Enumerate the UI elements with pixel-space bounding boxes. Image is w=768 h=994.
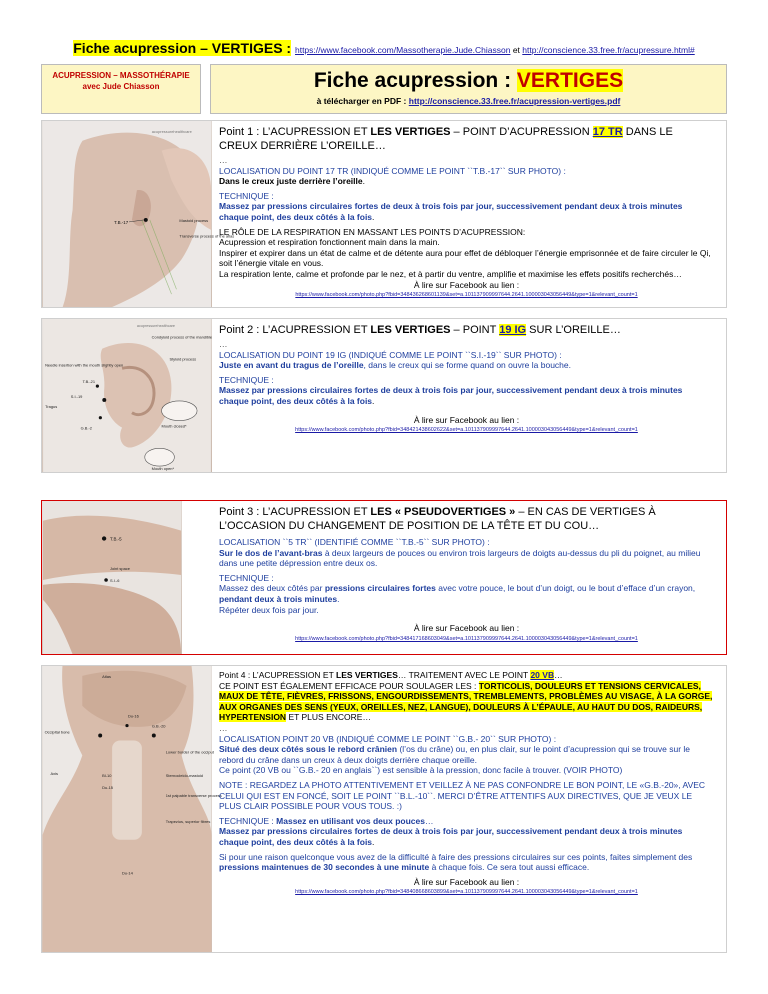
point-1-location-label: LOCALISATION DU POINT 17 TR (INDIQUÉ COMME LE POINT ``T.B.-17`` SUR PHOTO) :: [219, 165, 566, 176]
point-3-technique-label: TECHNIQUE :: [219, 572, 274, 583]
forearm-illustration: [42, 501, 182, 654]
facebook-label: À lire sur Facebook au lien :: [413, 414, 520, 425]
author-line1: ACUPRESSION – MASSOTHÉRAPIE: [52, 71, 190, 80]
top-et: et: [512, 45, 520, 55]
author-box: [41, 64, 201, 114]
point-1-image: [42, 121, 235, 307]
point-1-facebook-link[interactable]: https://www.facebook.com/photo.php?fbid=348436268601139&set=a.101137909997644.2641.100003043056449&type=1&relevant_count=1: [295, 292, 638, 299]
point-2-location: Juste en avant du tragus de l’oreille, dans le creux qui se forme quand on ouvre la bouche.: [219, 360, 571, 371]
facebook-label: À lire sur Facebook au lien :: [413, 623, 520, 634]
svg-text:Occipital bone: Occipital bone: [44, 729, 70, 735]
point-1-technique-label: TECHNIQUE :: [219, 190, 274, 201]
author-line2: avec Jude Chiasson: [82, 82, 160, 91]
page-title: Fiche acupression : VERTIGES: [313, 69, 624, 92]
svg-text:Du-14: Du-14: [122, 870, 133, 876]
svg-text:S.I.-19: S.I.-19: [70, 393, 83, 399]
point-1-text: [219, 125, 714, 301]
ellipsis: …: [219, 155, 228, 165]
point-3-location: Sur le dos de l’avant-bras à deux largeurs de pouces ou environ trois largeurs de doigts au-dessus du pli du poignet, au milieu dans une petite dépression entre deux os.: [219, 547, 701, 569]
facebook-label: À lire sur Facebook au lien :: [413, 876, 520, 887]
pdf-line: à télécharger en PDF : http://conscience.33.free.fr/acupression-vertiges.pdf: [316, 96, 621, 106]
svg-text:Styloid process: Styloid process: [169, 356, 197, 362]
point-3-image: [42, 501, 182, 654]
svg-text:S.I.-6: S.I.-6: [110, 577, 120, 583]
point-1-extra-2: Acupression et respiration fonctionnent main dans la main.: [219, 237, 440, 248]
svg-text:acupressurehealthcare: acupressurehealthcare: [151, 128, 192, 134]
svg-text:T.B.-17: T.B.-17: [114, 219, 129, 225]
point-1-extra-4: La respiration lente, calme et profonde par le nez, et à partir du ventre, amplifie et maximise les effets positifs recherchés…: [219, 268, 682, 279]
svg-text:Lower border of the occiput: Lower border of the occiput: [165, 749, 214, 755]
point-4-location-extra: Ce point (20 VB ou ``G.B.- 20 en anglais``) est sensible à la pression, donc facile à trouver. (VOIR PHOTO): [219, 765, 623, 776]
point-4-technique-label: TECHNIQUE : Massez en utilisant vos deux pouces…: [219, 815, 434, 826]
point-3-technique: Massez des deux côtés par pressions circulaires fortes avec votre pouce, le bout d’un doigt, ou le bout d’efface d’un crayon, pendant deux à trois minutes.: [219, 583, 696, 604]
point-4-facebook-link[interactable]: https://www.facebook.com/photo.php?fbid=348408668603899&set=a.101137909997644.2641.100003043056449&type=1&relevant_count=1: [295, 889, 638, 896]
ellipsis: …: [219, 722, 228, 733]
top-link-site[interactable]: http://conscience.33.free.fr/acupressure.html#: [522, 45, 695, 55]
point-2-image: [42, 319, 212, 472]
point-3-title: Point 3 : L’ACUPRESSION ET LES « PSEUDOVERTIGES » – EN CAS DE VERTIGES À L’OCCASION DU CHANGEMENT DE POSITION DE LA TÊTE ET DU COU…: [219, 506, 656, 532]
svg-text:Axis: Axis: [50, 771, 59, 777]
top-title: Fiche acupression – VERTIGES :: [73, 40, 292, 56]
svg-text:Transverse process of the atla: Transverse process of the atlas: [179, 233, 235, 239]
point-2-code[interactable]: 19 IG: [499, 324, 527, 336]
head-side-illustration: [42, 121, 235, 307]
ear-illustration: [42, 319, 212, 472]
svg-text:T.B.-5: T.B.-5: [110, 536, 122, 542]
point-3-card: [41, 500, 727, 655]
svg-text:Mouth open*: Mouth open*: [151, 466, 175, 472]
svg-text:Condyloid process of the mandi: Condyloid process of the mandible: [151, 334, 213, 340]
point-4-location: Situé des deux côtés sous le rebord crânien (l’os du crâne) ou, en plus clair, sur le point d’acupression qui se trouve sur le rebord du crâne dans un creux à deux doigts derrière chaque oreille.: [219, 744, 691, 765]
svg-text:Joint space: Joint space: [110, 566, 130, 572]
point-4-note: NOTE : REGARDEZ LA PHOTO ATTENTIVEMENT ET VEILLEZ À NE PAS CONFONDRE LE BON POINT, LE «G.B.-20», AVEC CELUI QUI EST EN FONCÉ, SOIT LE POINT ``B.L.-10``. MERCI D’ÊTRE ATTENTIFS AUX DIRECTIVES, QUE JE VEUX LE PLUS CLAIR POSSIBLE POUR VOUS TOUS. :): [219, 779, 706, 812]
document-top-header: [0, 40, 768, 56]
svg-text:G.B.-2: G.B.-2: [80, 425, 92, 431]
point-2-location-label: LOCALISATION DU POINT 19 IG (INDIQUÉ COMME LE POINT ``S.I.-19`` SUR PHOTO) :: [219, 349, 562, 360]
point-4-effects: CE POINT EST ÉGALEMENT EFFICACE POUR SOULAGER LES : TORTICOLIS, DOULEURS ET TENSIONS CERVICALES, MAUX DE TÊTE, FIÈVRES, FRISSONS, ENGOURDISSEMENTS, TREMBLEMENTS, PROBLÈMES AU VISAGE, À LA GORGE, AUX ORGANES DES SENS (YEUX, OREILLES, NEZ, LANGUE), DOULEURS À L’ÉPAULE, AU HAUT DU DOS, RAIDEURS, HYPERTENSION ET PLUS ENCORE…: [219, 680, 713, 723]
point-4-technique: Massez par pressions circulaires fortes de deux à trois fois par jour, successivement pendant deux à trois minutes chaque point, des deux côtés à la fois.: [219, 826, 683, 847]
point-4-code[interactable]: 20 VB: [530, 670, 555, 680]
point-1-technique: Massez par pressions circulaires fortes de deux à trois fois par jour, successivement pendant deux à trois minutes chaque point, des deux côtés à la fois.: [219, 201, 683, 222]
point-1-location: Dans le creux juste derrière l’oreille.: [219, 176, 365, 187]
point-3-facebook-link[interactable]: https://www.facebook.com/photo.php?fbid=348417168603049&set=a.101137909997644.2641.100003043056449&type=1&relevant_count=1: [295, 635, 638, 642]
point-2-technique-label: TECHNIQUE :: [219, 374, 274, 385]
point-2-facebook-link[interactable]: https://www.facebook.com/photo.php?fbid=348421438602622&set=a.101137909997644.2641.100003043056449&type=1&relevant_count=1: [295, 427, 638, 434]
pdf-link[interactable]: http://conscience.33.free.fr/acupression-vertiges.pdf: [408, 96, 621, 106]
title-box: [210, 64, 727, 114]
point-2-technique: Massez par pressions circulaires fortes de deux à trois fois par jour, successivement pendant deux à trois minutes chaque point, des deux côtés à la fois.: [219, 385, 683, 406]
svg-text:Atlas: Atlas: [102, 673, 112, 679]
point-4-card: [41, 665, 727, 953]
svg-text:Bl-10: Bl-10: [102, 773, 112, 779]
point-4-title: Point 4 : L’ACUPRESSION ET LES VERTIGES… TRAITEMENT AVEC LE POINT 20 VB…: [219, 670, 563, 680]
neck-spine-illustration: [42, 666, 222, 952]
point-4-text: [219, 670, 714, 898]
point-4-alternative: Si pour une raison quelconque vous avez de la difficulté à faire des pressions circulaires sur ces points, faites simplement des pressions maintenues de 30 secondes à une minute à chaque fois. Ce sera tout aussi efficace.: [219, 851, 693, 873]
svg-text:Du-15: Du-15: [102, 785, 113, 791]
facebook-label: À lire sur Facebook au lien :: [413, 279, 520, 290]
top-link-facebook[interactable]: https://www.facebook.com/Massotherapie.Jude.Chiasson: [294, 45, 511, 55]
svg-text:Tragus: Tragus: [45, 403, 58, 409]
svg-text:Mastoid process: Mastoid process: [179, 217, 209, 223]
svg-text:1st palpable transverse proces: 1st palpable transverse process: [165, 793, 222, 799]
svg-text:Sternocleido-mastoid: Sternocleido-mastoid: [165, 773, 204, 779]
svg-text:Trapezius, superior fibres: Trapezius, superior fibres: [165, 818, 211, 824]
point-3-text: [219, 505, 714, 644]
point-4-image: [42, 666, 222, 952]
svg-text:Mouth closed*: Mouth closed*: [161, 423, 187, 429]
point-4-location-label: LOCALISATION POINT 20 VB (INDIQUÉ COMME LE POINT ``G.B.- 20`` SUR PHOTO) :: [219, 733, 557, 744]
svg-text:Du-16: Du-16: [127, 713, 139, 719]
svg-text:Needle insertion with the mout: Needle insertion with the mouth slightly open: [45, 362, 124, 368]
svg-text:G.B.-20: G.B.-20: [151, 723, 166, 729]
point-1-title: Point 1 : L’ACUPRESSION ET LES VERTIGES – POINT D’ACUPRESSION 17 TR DANS LE CREUX DERRIÈRE L’OREILLE…: [219, 126, 673, 152]
point-1-extra-3: Inspirer et expirer dans un état de calme et de détente aura pour effet de débloquer l’énergie emprisonnée et de faire circuler le Qi, soit l’énergie vitale en vous.: [219, 247, 711, 269]
point-1-code[interactable]: 17 TR: [592, 126, 623, 138]
point-3-location-label: LOCALISATION ``5 TR`` (IDENTIFIÉ COMME ``T.B.-5`` SUR PHOTO) :: [219, 537, 490, 547]
point-3-repeat: Répéter deux fois par jour.: [219, 604, 319, 615]
ellipsis: …: [219, 339, 228, 349]
svg-text:T.B.-21: T.B.-21: [82, 379, 96, 385]
point-2-text: [219, 323, 714, 436]
point-1-card: [41, 120, 727, 308]
point-2-title: Point 2 : L’ACUPRESSION ET LES VERTIGES – POINT 19 IG SUR L’OREILLE…: [219, 324, 621, 336]
svg-text:acupressurehealthcare: acupressurehealthcare: [136, 323, 176, 328]
point-2-card: [41, 318, 727, 473]
point-1-extra-1: LE RÔLE DE LA RESPIRATION EN MASSANT LES POINTS D’ACUPRESSION:: [219, 226, 526, 237]
